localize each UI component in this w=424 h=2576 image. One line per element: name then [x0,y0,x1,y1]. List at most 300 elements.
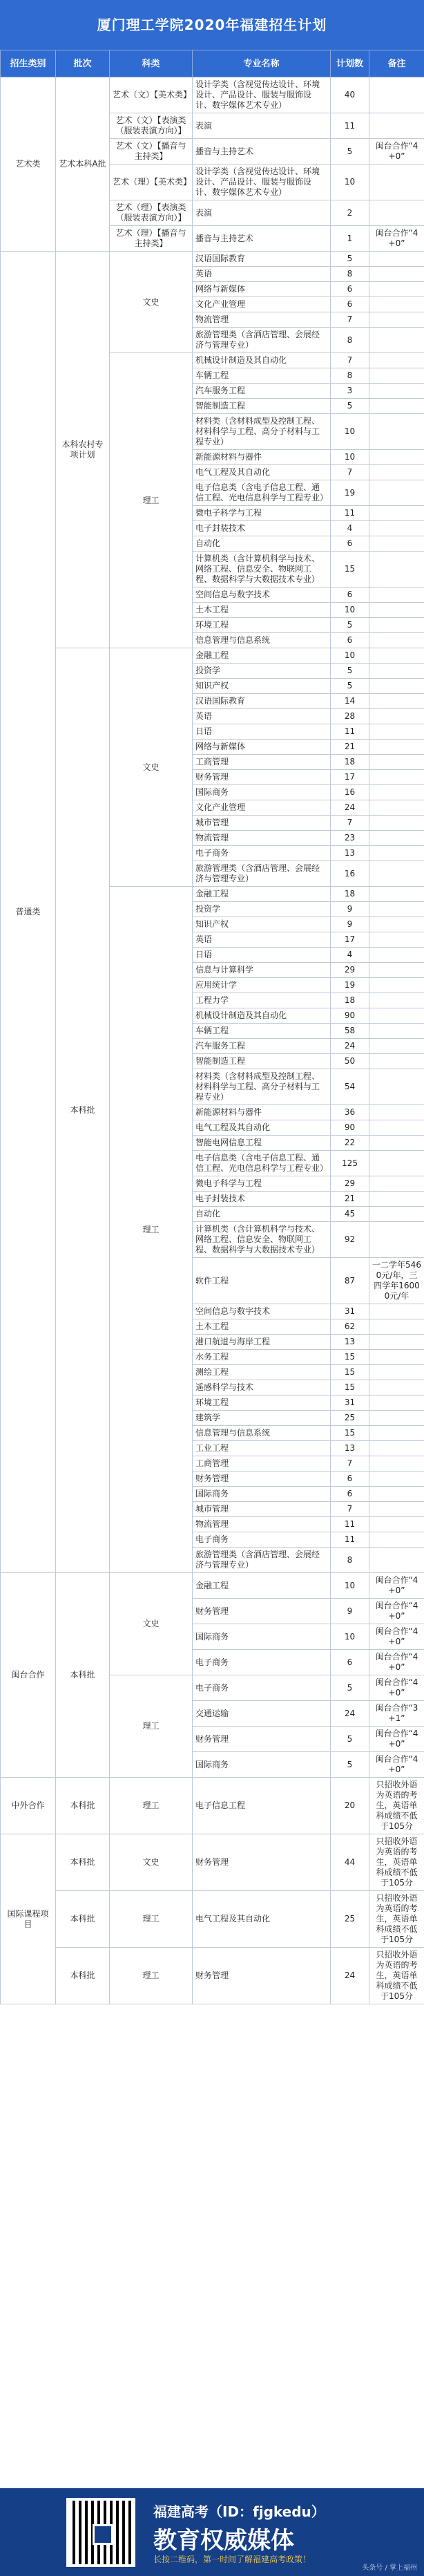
cell-major: 旅游管理类（含酒店管理、会展经济与管理专业） [193,1548,331,1573]
cell-quota: 4 [331,948,369,963]
cell-quota: 21 [331,740,369,755]
cell-remark [369,800,424,816]
cell-quota: 29 [331,963,369,978]
cell-remark: 闽台合作“4+0” [369,1624,424,1650]
cell-quota: 5 [331,679,369,694]
cell-quota: 19 [331,480,369,506]
cell-major: 智能制造工程 [193,1054,331,1069]
cell-quota: 6 [331,1472,369,1487]
cell-category: 闽台合作 [1,1573,56,1778]
cell-major: 电子信息类（含电子信息工程、通信工程、光电信息科学与工程专业） [193,480,331,506]
cell-remark: 一二学年5460元/年，三四学年16000元/年 [369,1258,424,1304]
cell-subject: 艺术（文）【美术类】 [110,77,193,113]
cell-quota: 7 [331,816,369,831]
cell-quota: 11 [331,1532,369,1548]
cell-major: 城市管理 [193,816,331,831]
cell-quota: 6 [331,633,369,648]
footer-tip: 长按二维码，第一时间了解福建高考政策！ [153,2555,311,2564]
cell-major: 智能电网信息工程 [193,1136,331,1151]
cell-remark [369,664,424,679]
cell-major: 环境工程 [193,618,331,633]
cell-remark [369,267,424,282]
header-subject: 科类 [110,50,193,77]
header-category: 招生类别 [1,50,56,77]
cell-major: 电子商务 [193,1650,331,1675]
cell-major: 车辆工程 [193,368,331,384]
cell-major: 电子信息工程 [193,1778,331,1834]
cell-major: 知识产权 [193,917,331,932]
cell-quota: 5 [331,1727,369,1752]
cell-quota: 11 [331,1517,369,1532]
cell-quota: 10 [331,1624,369,1650]
cell-remark [369,1472,424,1487]
cell-quota: 7 [331,465,369,480]
cell-major: 汉语国际教育 [193,252,331,267]
cell-major: 国际商务 [193,1487,331,1502]
cell-quota: 31 [331,1304,369,1319]
cell-subject: 文史 [110,1573,193,1675]
cell-major: 物流管理 [193,1517,331,1532]
cell-remark [369,1441,424,1456]
cell-major: 工业工程 [193,1441,331,1456]
cell-quota: 11 [331,113,369,139]
cell-subject: 文史 [110,1834,193,1891]
cell-quota: 15 [331,1365,369,1380]
cell-remark [369,252,424,267]
table-row [1,252,424,267]
footer-slogan: 教育权威媒体 [153,2527,294,2555]
cell-major: 旅游管理类（含酒店管理、会展经济与管理专业） [193,861,331,887]
cell-quota: 13 [331,846,369,861]
cell-category: 艺术类 [1,77,56,252]
cell-remark [369,1395,424,1411]
cell-remark [369,353,424,368]
cell-major: 建筑学 [193,1411,331,1426]
cell-major: 环境工程 [193,1395,331,1411]
footer-account: 福建高考（ID：fjgkedu） [153,2503,325,2520]
cell-major: 财务管理 [193,1834,331,1891]
cell-quota: 5 [331,139,369,164]
cell-batch: 本科批 [56,1891,110,1948]
cell-quota: 10 [331,450,369,465]
cell-major: 电气工程及其自动化 [193,1120,331,1136]
table-row [1,1891,424,1948]
cell-quota: 5 [331,399,369,414]
cell-major: 国际商务 [193,1624,331,1650]
cell-major: 计算机类（含计算机科学与技术、网络工程、信息安全、物联网工程、数据科学与大数据技术专业） [193,1222,331,1258]
cell-remark [369,200,424,226]
cell-major: 旅游管理类（含酒店管理、会展经济与管理专业） [193,328,331,353]
cell-quota: 17 [331,932,369,948]
cell-quota: 24 [331,1039,369,1054]
cell-quota: 7 [331,312,369,328]
table-row [1,648,424,664]
cell-remark [369,709,424,724]
cell-remark [369,694,424,709]
cell-quota: 9 [331,1599,369,1624]
cell-remark [369,368,424,384]
cell-remark [369,552,424,587]
cell-quota: 6 [331,297,369,312]
cell-quota: 90 [331,1008,369,1024]
cell-major: 英语 [193,932,331,948]
cell-major: 新能源材料与器件 [193,450,331,465]
cell-major: 播音与主持艺术 [193,139,331,164]
header-batch: 批次 [56,50,110,77]
table-row [1,77,424,113]
qr-code-icon [66,2498,135,2567]
cell-quota: 6 [331,587,369,603]
cell-quota: 6 [331,1650,369,1675]
cell-quota: 10 [331,414,369,450]
cell-remark [369,948,424,963]
cell-quota: 11 [331,724,369,740]
cell-major: 物流管理 [193,312,331,328]
cell-quota: 29 [331,1176,369,1192]
cell-major: 材料类（含材料成型及控制工程、材料科学与工程、高分子材料与工程专业） [193,1069,331,1105]
cell-quota: 50 [331,1054,369,1069]
cell-batch: 本科批 [56,1834,110,1891]
cell-quota: 44 [331,1834,369,1891]
cell-batch: 本科批 [56,1573,110,1778]
cell-remark [369,917,424,932]
cell-remark [369,312,424,328]
header-row [1,50,424,77]
cell-quota: 40 [331,77,369,113]
cell-major: 财务管理 [193,1472,331,1487]
cell-quota: 10 [331,648,369,664]
cell-subject: 艺术（理）【表演类（服装表演方向）】 [110,200,193,226]
cell-major: 港口航道与海岸工程 [193,1335,331,1350]
cell-major: 自动化 [193,536,331,552]
cell-quota: 25 [331,1891,369,1948]
cell-major: 物流管理 [193,831,331,846]
cell-quota: 19 [331,978,369,993]
cell-major: 财务管理 [193,1727,331,1752]
cell-quota: 6 [331,536,369,552]
cell-category: 普通类 [1,252,56,1573]
cell-major: 城市管理 [193,1502,331,1517]
cell-remark [369,755,424,770]
cell-major: 电气工程及其自动化 [193,1891,331,1948]
cell-remark: 闽台合作“4+0” [369,1675,424,1701]
cell-major: 测绘工程 [193,1365,331,1380]
cell-remark [369,1024,424,1039]
cell-quota: 6 [331,282,369,297]
cell-major: 遥感科学与技术 [193,1380,331,1395]
header-quota: 计划数 [331,50,369,77]
cell-remark: 只招收外语为英语的考生，英语单科成绩不低于105分 [369,1891,424,1948]
cell-remark [369,1008,424,1024]
cell-remark [369,450,424,465]
cell-major: 软件工程 [193,1258,331,1304]
cell-major: 知识产权 [193,679,331,694]
cell-remark [369,414,424,450]
cell-major: 金融工程 [193,887,331,902]
cell-batch: 本科批 [56,648,110,1573]
cell-remark: 只招收外语为英语的考生，英语单科成绩不低于105分 [369,1778,424,1834]
cell-remark [369,816,424,831]
cell-major: 网络与新媒体 [193,740,331,755]
cell-subject: 文史 [110,252,193,353]
cell-remark [369,297,424,312]
cell-remark [369,963,424,978]
cell-remark [369,740,424,755]
table-header [1,50,424,77]
cell-remark [369,648,424,664]
cell-major: 文化产业管理 [193,297,331,312]
cell-remark [369,465,424,480]
cell-remark [369,1319,424,1335]
cell-quota: 58 [331,1024,369,1039]
cell-remark [369,861,424,887]
cell-batch: 本科批 [56,1778,110,1834]
cell-quota: 13 [331,1335,369,1350]
cell-remark: 闽台合作“4+0” [369,1650,424,1675]
cell-remark [369,679,424,694]
cell-major: 日语 [193,948,331,963]
cell-major: 日语 [193,724,331,740]
cell-remark [369,521,424,536]
cell-quota: 8 [331,368,369,384]
cell-major: 空间信息与数字技术 [193,587,331,603]
cell-major: 英语 [193,267,331,282]
cell-major: 国际商务 [193,1752,331,1778]
cell-remark [369,399,424,414]
cell-major: 电气工程及其自动化 [193,465,331,480]
cell-major: 电子商务 [193,1675,331,1701]
cell-remark [369,1456,424,1472]
cell-quota: 24 [331,1701,369,1727]
cell-remark: 闽台合作“4+0” [369,1727,424,1752]
cell-remark [369,536,424,552]
cell-remark [369,1502,424,1517]
footer-watermark: 头条号 / 掌上福州 [362,2564,417,2572]
cell-major: 新能源材料与器件 [193,1105,331,1120]
cell-remark [369,1192,424,1207]
cell-major: 汉语国际教育 [193,694,331,709]
cell-major: 设计学类（含视觉传达设计、环境设计、产品设计、服装与服饰设计、数字媒体艺术专业） [193,77,331,113]
page-title: 厦门理工学院2020年福建招生计划 [0,0,424,50]
cell-major: 自动化 [193,1207,331,1222]
cell-quota: 18 [331,755,369,770]
cell-remark: 闽台合作“4+0” [369,139,424,164]
cell-remark [369,1105,424,1120]
cell-major: 车辆工程 [193,1024,331,1039]
cell-major: 英语 [193,709,331,724]
cell-remark [369,846,424,861]
cell-remark [369,587,424,603]
cell-major: 机械设计制造及其自动化 [193,1008,331,1024]
cell-quota: 4 [331,521,369,536]
cell-remark [369,633,424,648]
cell-major: 工商管理 [193,755,331,770]
cell-remark: 闽台合作“3+1” [369,1701,424,1727]
cell-remark [369,1039,424,1054]
cell-major: 信息管理与信息系统 [193,1426,331,1441]
cell-remark [369,480,424,506]
cell-quota: 9 [331,902,369,917]
cell-major: 水务工程 [193,1350,331,1365]
cell-quota: 6 [331,1487,369,1502]
cell-remark [369,1222,424,1258]
cell-major: 投资学 [193,902,331,917]
cell-major: 电子信息类（含电子信息工程、通信工程、光电信息科学与工程专业） [193,1151,331,1176]
cell-major: 金融工程 [193,1573,331,1599]
cell-quota: 15 [331,1426,369,1441]
table-row [1,1778,424,1834]
cell-remark [369,282,424,297]
cell-quota: 125 [331,1151,369,1176]
cell-major: 财务管理 [193,1948,331,2004]
cell-quota: 14 [331,694,369,709]
cell-major: 表演 [193,200,331,226]
cell-subject: 理工 [110,1948,193,2004]
cell-remark [369,1120,424,1136]
cell-major: 财务管理 [193,1599,331,1624]
cell-major: 微电子科学与工程 [193,1176,331,1192]
cell-quota: 2 [331,200,369,226]
cell-quota: 36 [331,1105,369,1120]
cell-major: 财务管理 [193,770,331,785]
cell-remark [369,328,424,353]
cell-batch: 本科批 [56,1948,110,2004]
cell-remark [369,1487,424,1502]
cell-remark [369,618,424,633]
cell-remark [369,831,424,846]
cell-quota: 10 [331,164,369,200]
cell-remark [369,1136,424,1151]
cell-subject: 理工 [110,1778,193,1834]
cell-remark [369,1517,424,1532]
cell-major: 国际商务 [193,785,331,800]
cell-subject: 理工 [110,353,193,648]
cell-major: 材料类（含材料成型及控制工程、材料科学与工程、高分子材料与工程专业） [193,414,331,450]
cell-quota: 8 [331,267,369,282]
cell-major: 工商管理 [193,1456,331,1472]
cell-remark [369,1304,424,1319]
cell-quota: 20 [331,1778,369,1834]
cell-subject: 艺术（文）【播音与主持类】 [110,139,193,164]
cell-quota: 25 [331,1411,369,1426]
cell-quota: 10 [331,603,369,618]
table-row [1,1834,424,1891]
cell-remark [369,1176,424,1192]
cell-remark [369,164,424,200]
cell-remark: 闽台合作“4+0” [369,1599,424,1624]
cell-remark [369,506,424,521]
cell-remark [369,1365,424,1380]
cell-remark: 闽台合作“4+0” [369,1752,424,1778]
cell-major: 智能制造工程 [193,399,331,414]
cell-quota: 62 [331,1319,369,1335]
cell-quota: 22 [331,1136,369,1151]
cell-major: 工程力学 [193,993,331,1008]
cell-remark: 只招收外语为英语的考生，英语单科成绩不低于105分 [369,1834,424,1891]
cell-remark [369,902,424,917]
cell-quota: 31 [331,1395,369,1411]
cell-quota: 87 [331,1258,369,1304]
cell-quota: 3 [331,384,369,399]
cell-quota: 16 [331,861,369,887]
cell-quota: 8 [331,1548,369,1573]
cell-quota: 15 [331,1350,369,1365]
cell-subject: 理工 [110,887,193,1573]
cell-quota: 90 [331,1120,369,1136]
cell-quota: 92 [331,1222,369,1258]
cell-category: 中外合作 [1,1778,56,1834]
cell-batch: 本科农村专项计划 [56,252,110,648]
cell-major: 信息管理与信息系统 [193,633,331,648]
cell-quota: 1 [331,226,369,252]
cell-remark [369,113,424,139]
cell-remark [369,1532,424,1548]
cell-remark [369,887,424,902]
cell-category: 国际课程项目 [1,1834,56,2004]
cell-quota: 5 [331,664,369,679]
cell-subject: 理工 [110,1675,193,1778]
cell-subject: 艺术（理）【播音与主持类】 [110,226,193,252]
cell-quota: 10 [331,1573,369,1599]
cell-major: 电子封装技术 [193,1192,331,1207]
cell-subject: 艺术（理）【美术类】 [110,164,193,200]
cell-remark [369,1548,424,1573]
cell-major: 设计学类（含视觉传达设计、环境设计、产品设计、服装与服饰设计、数字媒体艺术专业） [193,164,331,200]
footer-banner [0,2488,424,2576]
cell-remark [369,1069,424,1105]
cell-major: 电子商务 [193,1532,331,1548]
cell-remark [369,932,424,948]
cell-major: 表演 [193,113,331,139]
cell-major: 应用统计学 [193,978,331,993]
cell-quota: 18 [331,887,369,902]
cell-quota: 23 [331,831,369,846]
cell-quota: 5 [331,1675,369,1701]
table-row [1,1948,424,2004]
header-major: 专业名称 [193,50,331,77]
cell-remark [369,1380,424,1395]
cell-quota: 15 [331,1380,369,1395]
cell-major: 文化产业管理 [193,800,331,816]
cell-remark [369,77,424,113]
cell-remark [369,978,424,993]
cell-major: 投资学 [193,664,331,679]
cell-major: 空间信息与数字技术 [193,1304,331,1319]
cell-major: 土木工程 [193,603,331,618]
cell-quota: 45 [331,1207,369,1222]
cell-quota: 24 [331,1948,369,2004]
cell-remark [369,384,424,399]
cell-major: 土木工程 [193,1319,331,1335]
cell-quota: 24 [331,800,369,816]
cell-quota: 7 [331,1502,369,1517]
cell-remark: 闽台合作“4+0” [369,226,424,252]
cell-quota: 9 [331,917,369,932]
cell-quota: 54 [331,1069,369,1105]
cell-subject: 理工 [110,1891,193,1948]
cell-remark [369,993,424,1008]
cell-major: 交通运输 [193,1701,331,1727]
cell-major: 微电子科学与工程 [193,506,331,521]
cell-major: 电子商务 [193,846,331,861]
cell-quota: 7 [331,353,369,368]
cell-quota: 13 [331,1441,369,1456]
cell-quota: 5 [331,618,369,633]
cell-subject: 文史 [110,648,193,887]
cell-major: 信息与计算科学 [193,963,331,978]
cell-remark [369,603,424,618]
cell-remark [369,1207,424,1222]
